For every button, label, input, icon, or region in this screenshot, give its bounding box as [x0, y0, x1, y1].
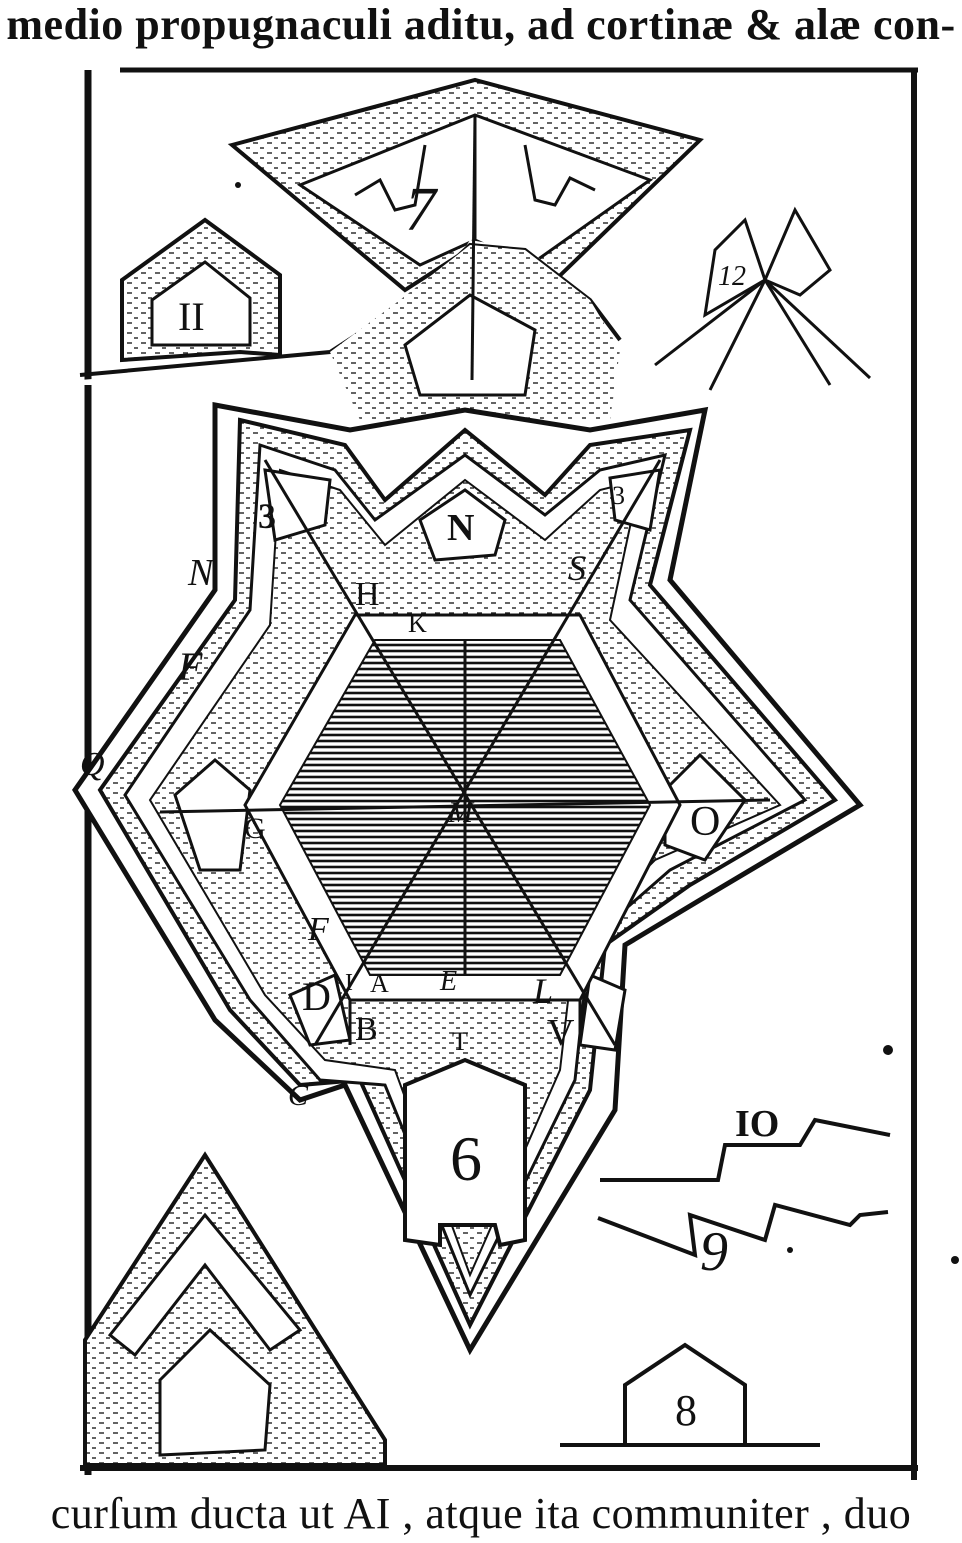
letter-N-left: N [188, 552, 214, 594]
letter-F-left: F [178, 644, 203, 689]
bottom-left-outwork [85, 1155, 385, 1465]
label-6: 6 [450, 1123, 482, 1194]
letter-K: K [408, 609, 427, 638]
letter-I-left: I [345, 970, 353, 996]
label-9: 9 [700, 1221, 728, 1283]
letter-F-inner: F [308, 911, 329, 948]
number-3-left: 3 [258, 496, 276, 536]
label-12: 12 [718, 261, 746, 292]
letter-L: L [533, 971, 554, 1011]
letter-B: B [355, 1011, 378, 1048]
letter-D: D [302, 974, 331, 1019]
letter-A: A [370, 969, 389, 998]
letter-O: O [690, 799, 721, 845]
letter-S: S [568, 548, 586, 588]
bottom-text-line: curſum ducta ut AI , atque ita communiter , duo [50, 1489, 912, 1538]
letter-V: V [547, 1012, 575, 1054]
letter-C: C [288, 1079, 309, 1112]
outwork-II [122, 220, 280, 360]
label-8: 8 [675, 1386, 697, 1435]
label-7: 7 [405, 176, 436, 244]
letter-N-top: N [447, 507, 475, 549]
letter-M: M [448, 796, 473, 829]
letter-H: H [355, 576, 380, 613]
letter-G: G [244, 812, 266, 845]
number-3-right: 3 [612, 481, 625, 510]
label-IO: IO [735, 1103, 780, 1145]
letter-E: E [440, 966, 458, 997]
letter-T: T [452, 1027, 468, 1056]
top-text-line: medio propugnaculi aditu, ad cortinæ & alæ con- [6, 0, 956, 49]
letter-Q: Q [80, 746, 105, 783]
label-II: II [178, 294, 205, 339]
